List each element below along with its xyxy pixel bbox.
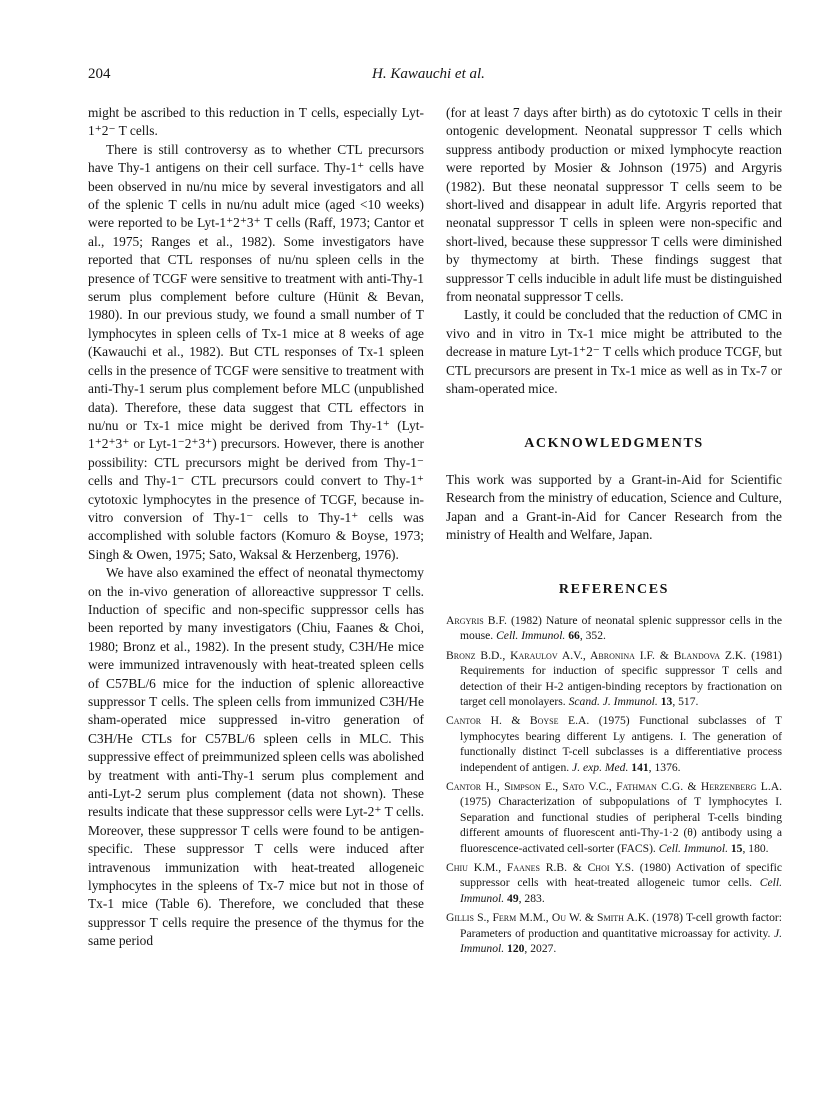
reference-authors: Bronz B.D., Karaulov A.V., Abronina I.F. & Blandova Z.K. [446, 648, 747, 662]
right-paragraph-1: (for at least 7 days after birth) as do cytotoxic T cells in their ontogenic development. Neonatal suppressor T cells which suppress antibody production or mixed lymphocyte reaction were reported by Mosier & Johnson (1975) and Argyris (1982). But these neonatal suppressor T cells seem to be short-lived and disappear in adult life. Argyris reported that neonatal suppressor T cells in spleen were non-specific and short-lived, because these suppressor T cells were diminished by thymectomy at birth. These findings suggest that suppressor T cells inducible in adult life must be distinguished from neonatal suppressor T cells. [446, 105, 782, 305]
reference-title: (1981) Requirements for induction of specific suppressor T cells and detection of their H-2 antigen-binding receptors by fractionation on target cell monolayers. [460, 648, 782, 708]
reference-volume: 120 [507, 942, 525, 956]
reference-authors: Argyris B.F. [446, 613, 507, 627]
reference-item [446, 910, 782, 956]
reference-title: (1980) Activation of specific suppressor cells with heat-treated allogeneic tumor cells. [460, 861, 782, 890]
reference-title: (1982) Nature of neonatal splenic suppressor cells in the mouse. [460, 613, 782, 643]
left-paragraph-2: There is still controversy as to whether CTL precursors have Thy-1 antigens on their cell surface. Thy-1⁺ cells have been observed in nu/nu mice by several investigators and all of the splenic T cells in nu/nu adult mice (aged <10 weeks) were reported to be Lyt-1⁺2⁺3⁺ T cells (Raff, 1973; Cantor et al., 1975; Ranges et al., 1982). Some investigators have reported that CTL responses of nu/nu spleen cells in the presence of TCGF were sensitive to treatment with anti-Thy-1 serum plus complement before culture (Hünit & Bevan, 1980). In our previous study, we found a small number of T lymphocytes in spleen cells of Tx-1 mice at 8 weeks of age (Kawauchi et al., 1982). But CTL responses of Tx-1 spleen cells in the presence of TCGF were sensitive to treatment with anti-Thy-1 serum plus complement before MLC (unpublished data). Therefore, these data suggest that CTL effectors in nu/nu or Tx-1 mice might be derived from Thy-1⁺ (Lyt-1⁺2⁺3⁺ or Lyt-1⁻2⁺3⁺) precursors. However, there is another possibility: CTL precursors might be derived from Thy-1⁻ cells and Thy-1⁻ CTL precursors could convert to Thy-1⁺ cytotoxic lymphocytes in the presence of TCGF, because in-vitro conversion of Thy-1⁻ cells to Thy-1⁺ cells was accomplished with soluble factors (Komuro & Boyse, 1973; Singh & Owen, 1975; Sato, Waksal & Herzenberg, 1976). [88, 141, 424, 562]
acknowledgments-heading: ACKNOWLEDGMENTS [524, 435, 704, 451]
reference-journal: Cell. Immunol. [460, 876, 782, 905]
reference-journal: Scand. J. Immunol. [568, 694, 658, 708]
reference-journal: J. exp. Med. [572, 760, 629, 774]
reference-pages: , 352. [579, 629, 606, 643]
page-number: 204 [88, 66, 111, 82]
reference-pages: , 517. [672, 694, 699, 708]
reference-item [446, 648, 782, 710]
reference-authors: Cantor H. & Boyse E.A. [446, 714, 590, 728]
reference-item [446, 713, 782, 775]
reference-volume: 15 [730, 841, 743, 855]
reference-item [446, 613, 782, 644]
reference-authors: Chiu K.M., Faanes R.B. & Choi Y.S. [446, 861, 634, 875]
left-paragraph-1: might be ascribed to this reduction in T cells, especially Lyt-1⁺2⁻ T cells. [88, 105, 424, 139]
reference-pages: , 180. [742, 841, 769, 855]
reference-pages: , 1376. [648, 760, 681, 774]
reference-volume: 13 [660, 694, 673, 708]
reference-authors: Gillis S., Ferm M.M., Ou W. & Smith A.K. [446, 911, 649, 925]
references-heading: REFERENCES [558, 581, 670, 597]
reference-volume: 141 [631, 760, 649, 774]
reference-item [446, 860, 782, 906]
left-column [88, 104, 424, 951]
reference-journal: Cell. Immunol. [658, 841, 728, 855]
reference-pages: , 2027. [524, 942, 557, 956]
reference-item [446, 779, 782, 856]
reference-title: (1978) T-cell growth factor: Parameters of production and quantitative microassay for activity. [460, 911, 782, 940]
running-head: H. Kawauchi et al. [372, 66, 485, 82]
reference-title: (1975) Characterization of subpopulations of T lymphocytes I. Separation and functional studies of peripheral T-cells binding different amounts of fluorescent anti-Thy-1·2 (θ) antibody using a fluorescence-activated cell-sorter (FACS). [460, 795, 782, 855]
left-paragraph-3: We have also examined the effect of neonatal thymectomy on the in-vivo generation of alloreactive suppressor T cells. Induction of specific and non-specific suppressor cells has been reported by many investigators (Chiu, Faanes & Choi, 1980; Bronz et al., 1982). In the present study, C3H/He mice were immunized intravenously with heat-treated spleen cells of C57BL/6 mice for the induction of splenic alloreactive suppressor T cells. The spleen cells from immunized C3H/He sham-operated mice suppressed in-vitro generation of C3H/He CTLs for C57BL/6 spleen cells in MLC. This suppressive effect of preimmunized spleen cells was abolished by treatment with anti-Thy-1 serum plus complement and anti-Lyt-2 serum plus complement (data not shown). These results indicate that these suppressor cells were Lyt-2⁺ T cells. Moreover, these suppressor T cells were found to be antigen-specific. These suppressor T cells were induced after intravenous immunization with heat-treated allogeneic lymphocytes in the spleens of Tx-7 mice but not in those of Tx-1 mice (Table 6). Therefore, we concluded that these suppressor T cells require the presence of the thymus for the same period [88, 565, 424, 949]
reference-journal: J. Immunol. [460, 926, 782, 956]
reference-volume: 49 [507, 891, 519, 905]
reference-journal: Cell. Immunol. [496, 629, 566, 643]
reference-title: (1975) Functional subclasses of T lymphocytes bearing different Ly antigens. I. The generation of functionally distinct T-cell subclasses is a differentiative process independent of antigen. [460, 714, 782, 774]
reference-volume: 66 [568, 629, 580, 643]
right-column [446, 104, 782, 960]
reference-pages: , 283. [518, 891, 545, 905]
reference-authors: Cantor H., Simpson E., Sato V.C., Fathman C.G. & Herzenberg L.A. [446, 780, 782, 793]
acknowledgments-text: This work was supported by a Grant-in-Aid for Scientific Research from the ministry of education, Science and Culture, Japan and a Grant-in-Aid for Cancer Research from the ministry of Health and Welfare, Japan. [446, 471, 782, 543]
right-paragraph-2: Lastly, it could be concluded that the reduction of CMC in vivo and in vitro in Tx-1 mice might be attributed to the decrease in mature Lyt-1⁺2⁻ T cells which produce TCGF, but CTL precursors are present in Tx-1 mice as well as in Tx-7 or sham-operated mice. [446, 307, 782, 397]
reference-list [446, 613, 782, 957]
page-header [88, 66, 728, 88]
